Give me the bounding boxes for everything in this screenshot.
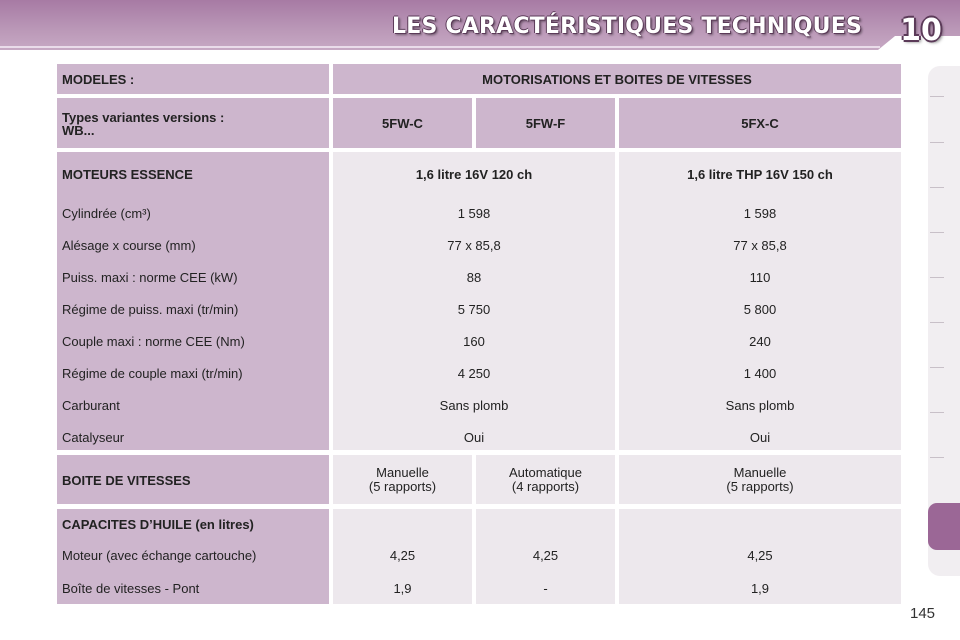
gearbox-value-cell (476, 455, 615, 504)
gearbox-label-cell (57, 455, 329, 504)
spec-value: 240 (749, 334, 771, 349)
spec-value: 1 400 (743, 366, 777, 381)
spec-label: Alésage x course (mm) (62, 238, 196, 253)
spec-value: Oui (463, 430, 485, 445)
gearbox-type: Manuelle (376, 465, 429, 480)
engine1-name: 1,6 litre 16V 120 ch (415, 167, 533, 182)
tab-divider (930, 367, 944, 368)
tab-divider (930, 232, 944, 233)
oil-value: 1,9 (393, 581, 412, 596)
gearbox-ratios: (4 rapports) (511, 479, 580, 494)
tab-divider (930, 277, 944, 278)
gearbox-type: Manuelle (733, 465, 787, 480)
oil-label: Boîte de vitesses - Pont (62, 581, 200, 596)
tab-divider (930, 187, 944, 188)
type-code-cell (619, 98, 901, 148)
engines-header: MOTORISATIONS ET BOITES DE VITESSES (482, 72, 752, 87)
types-label-prefix: WB... (62, 123, 95, 138)
spec-label: Régime de puiss. maxi (tr/min) (62, 302, 239, 317)
spec-label: Puiss. maxi : norme CEE (kW) (62, 270, 238, 285)
oil-value: - (543, 581, 548, 596)
tab-divider (930, 96, 944, 97)
type-code-cell (476, 98, 615, 148)
tab-divider (930, 457, 944, 458)
type-code: 5FX-C (741, 116, 779, 131)
oil-value: 4,25 (532, 548, 559, 563)
spec-value: 160 (463, 334, 485, 349)
spec-value: 110 (749, 270, 771, 285)
spec-label: Cylindrée (cm³) (62, 206, 151, 221)
models-header-cell (57, 64, 329, 94)
type-code: 5FW-C (382, 116, 423, 131)
chapter-number-badge: 10 (900, 12, 942, 48)
spec-value: 77 x 85,8 (733, 238, 787, 253)
gearbox-ratios: (5 rapports) (726, 479, 794, 494)
spec-value: 1 598 (743, 206, 777, 221)
spec-value: Sans plomb (725, 398, 795, 413)
oil-label: Moteur (avec échange cartouche) (62, 548, 257, 563)
tab-divider (930, 412, 944, 413)
models-header: MODELES : (62, 72, 135, 87)
engine2-name: 1,6 litre THP 16V 150 ch (687, 167, 833, 182)
petrol-section-title: MOTEURS ESSENCE (62, 167, 193, 182)
spec-value: 5 750 (457, 302, 491, 317)
oil-value: 4,25 (389, 548, 416, 563)
gearbox-ratios: (5 rapports) (368, 479, 437, 494)
spec-label: Régime de couple maxi (tr/min) (62, 366, 243, 381)
spec-value: 77 x 85,8 (447, 238, 501, 253)
gearbox-value-cell (333, 455, 472, 504)
gearbox-value-cell (619, 455, 901, 504)
spec-value: 1 598 (457, 206, 491, 221)
gearbox-type: Automatique (509, 465, 582, 480)
oil-section-title: CAPACITES D’HUILE (en litres) (62, 517, 254, 532)
spec-label: Couple maxi : norme CEE (Nm) (62, 334, 245, 349)
spec-value: Sans plomb (439, 398, 509, 413)
spec-label: Carburant (62, 398, 120, 413)
spec-value: Oui (749, 430, 771, 445)
spec-label: Catalyseur (62, 430, 125, 445)
gearbox-section-title: BOITE DE VITESSES (62, 473, 191, 488)
oil-value: 1,9 (750, 581, 770, 596)
types-label: Types variantes versions : (62, 110, 225, 125)
spec-value: 4 250 (457, 366, 491, 381)
types-label-cell (57, 98, 329, 148)
tab-divider (930, 322, 944, 323)
spec-value: 88 (466, 270, 482, 285)
tab-divider (930, 142, 944, 143)
spec-value: 5 800 (743, 302, 777, 317)
type-code: 5FW-F (525, 116, 566, 131)
oil-value: 4,25 (747, 548, 773, 563)
page-number: 145 (910, 605, 936, 622)
page-title: LES CARACTÉRISTIQUES TECHNIQUES (392, 14, 862, 39)
type-code-cell (333, 98, 472, 148)
engines-header-cell (333, 64, 901, 94)
chapter-tab-active[interactable] (928, 503, 960, 550)
banner-divider (0, 46, 880, 48)
